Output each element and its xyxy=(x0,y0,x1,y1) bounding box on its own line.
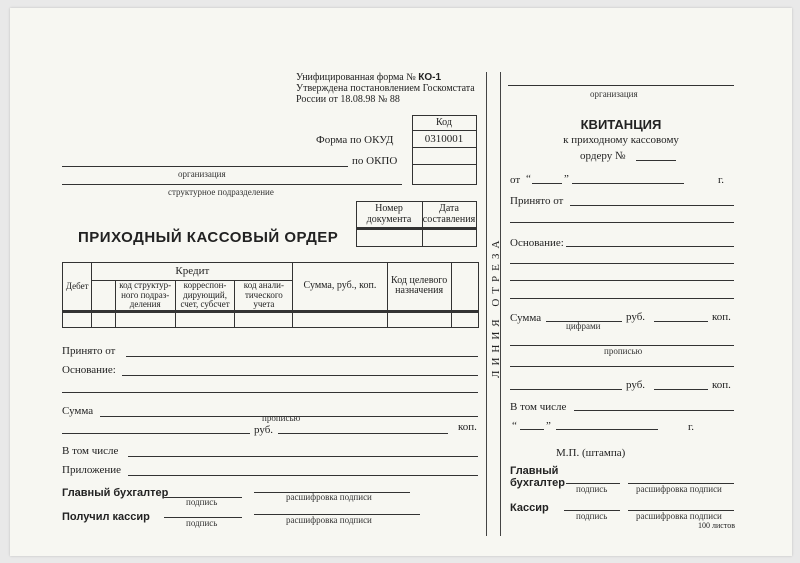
sum-rub-label: руб. xyxy=(254,424,274,436)
chief-signature-caption: подпись xyxy=(186,497,218,507)
receipt-order-no-line[interactable] xyxy=(636,160,676,161)
russia-date-line: России от 18.08.98 № 88 xyxy=(296,94,400,105)
receipt-including-label: В том числе xyxy=(510,401,567,413)
table-cell[interactable] xyxy=(115,311,175,327)
receipt-basis-line-1[interactable] xyxy=(566,246,734,247)
receipt-cashier-decoding-caption: расшифровка подписи xyxy=(636,511,722,521)
receipt-day-line-2[interactable] xyxy=(520,429,544,430)
receipt-organization-caption: организация xyxy=(590,89,638,99)
blank-header xyxy=(451,263,478,312)
basis-line-2[interactable] xyxy=(62,392,478,393)
receipt-received-line-1[interactable] xyxy=(570,205,734,206)
table-cell[interactable] xyxy=(175,311,235,327)
received-from-line[interactable] xyxy=(126,356,478,357)
chief-decoding-caption: расшифровка подписи xyxy=(286,492,372,502)
receipt-month-line-2[interactable] xyxy=(556,429,658,430)
cashier-received-label: Получил кассир xyxy=(62,511,150,523)
doc-number-header: Номер документа xyxy=(366,203,412,225)
sum-in-words-caption: прописью xyxy=(262,413,301,423)
receipt-organization-line[interactable] xyxy=(508,85,734,86)
receipt-received-line-2[interactable] xyxy=(510,222,734,223)
sum-rub-line[interactable] xyxy=(62,433,250,434)
receipt-accountant-label: бухгалтер xyxy=(510,477,565,489)
receipt-rub-line[interactable] xyxy=(510,389,622,390)
receipt-sheets-count: 100 листов xyxy=(698,521,735,530)
form-code: КО-1 xyxy=(418,72,442,83)
receipt-order-no-label: ордеру № xyxy=(580,150,626,162)
receipt-sum-label: Сумма xyxy=(510,312,542,324)
attachment-line[interactable] xyxy=(128,475,478,476)
organization-line xyxy=(62,166,348,167)
code-box-divider-1 xyxy=(412,130,476,131)
receipt-sum-kop-label: коп. xyxy=(712,311,731,323)
okud-value: 0310001 xyxy=(424,133,464,145)
structural-unit-line xyxy=(62,184,402,185)
receipt-quote-open: “ xyxy=(526,173,531,185)
organization-caption: организация xyxy=(178,169,226,179)
receipt-basis-line-4[interactable] xyxy=(510,298,734,299)
code-box-divider-2 xyxy=(412,147,476,148)
receipt-including-line-1[interactable] xyxy=(574,410,734,411)
okpo-label: по ОКПО xyxy=(352,155,398,167)
blank-subheader xyxy=(92,281,115,312)
unified-form-label: Унифицированная форма № xyxy=(296,72,416,83)
receipt-in-words-caption: прописью xyxy=(604,346,643,356)
cashier-decoding-caption: расшифровка подписи xyxy=(286,515,372,525)
page-title: ПРИХОДНЫЙ КАССОВЫЙ ОРДЕР xyxy=(78,229,339,246)
table-cell[interactable] xyxy=(92,311,115,327)
receipt-cashier-label: Кассир xyxy=(510,502,549,514)
doc-box-mid-line xyxy=(356,227,476,230)
struct-code-header: код структур-ного подраз-деления xyxy=(115,281,175,312)
sum-label: Сумма xyxy=(62,405,94,417)
including-label: В том числе xyxy=(62,445,119,457)
analytic-code-header: код анали-тического учета xyxy=(235,281,293,312)
receipt-basis-line-3[interactable] xyxy=(510,280,734,281)
credit-header: Кредит xyxy=(92,263,293,281)
doc-date-header: Дата составления xyxy=(422,203,476,225)
basis-label: Основание: xyxy=(62,364,116,376)
receipt-quote-close-2: ” xyxy=(546,420,551,432)
receipt-sum-kop-line[interactable] xyxy=(654,321,708,322)
sum-kop-label: коп. xyxy=(458,421,477,433)
table-cell[interactable] xyxy=(451,311,478,327)
cut-line-left xyxy=(486,72,487,536)
corr-account-header: корреспон-дирующий, счет, субсчет xyxy=(175,281,235,312)
receipt-chief-label: Главный xyxy=(510,465,559,477)
okud-label: Форма по ОКУД xyxy=(316,134,394,146)
receipt-chief-decoding-caption: расшифровка подписи xyxy=(636,484,722,494)
code-header: Код xyxy=(436,117,452,128)
table-cell[interactable] xyxy=(387,311,451,327)
chief-accountant-label: Главный бухгалтер xyxy=(62,487,169,499)
receipt-year-label-2: г. xyxy=(688,421,695,433)
basis-line-1[interactable] xyxy=(122,375,478,376)
receipt-basis-line-2[interactable] xyxy=(510,263,734,264)
cashier-signature-caption: подпись xyxy=(186,518,218,528)
structural-unit-caption: структурное подразделение xyxy=(168,187,274,197)
unified-form-line xyxy=(296,73,441,83)
attachment-label: Приложение xyxy=(62,464,122,476)
receipt-sum-rub-label: руб. xyxy=(626,311,646,323)
receipt-day-line[interactable] xyxy=(532,183,562,184)
purpose-code-header: Код целевого назначения xyxy=(387,263,451,312)
receipt-basis-label: Основание: xyxy=(510,237,564,249)
receipt-received-from-label: Принято от xyxy=(510,195,564,207)
receipt-title: КВИТАНЦИЯ xyxy=(580,117,662,132)
received-from-label: Принято от xyxy=(62,345,116,357)
receipt-quote-open-2: “ xyxy=(512,420,517,432)
debit-header: Дебет xyxy=(63,263,92,312)
approved-line: Утверждена постановлением Госкомстата xyxy=(296,83,475,94)
table-cell[interactable] xyxy=(235,311,293,327)
table-cell[interactable] xyxy=(63,311,92,327)
amount-header: Сумма, руб., коп. xyxy=(293,263,387,312)
receipt-from-label: от xyxy=(510,174,521,186)
receipt-year-label: г. xyxy=(718,174,725,186)
sum-kop-line[interactable] xyxy=(278,433,448,434)
receipt-digits-caption: цифрами xyxy=(566,321,601,331)
receipt-quote-close: ” xyxy=(564,173,569,185)
receipt-subtitle: к приходному кассовому xyxy=(563,134,679,146)
receipt-kop-label: коп. xyxy=(712,379,731,391)
receipt-in-words-line-2[interactable] xyxy=(510,366,734,367)
receipt-month-line[interactable] xyxy=(572,183,684,184)
receipt-rub-label: руб. xyxy=(626,379,646,391)
table-cell[interactable] xyxy=(293,311,387,327)
receipt-kop-line[interactable] xyxy=(654,389,708,390)
accounting-table xyxy=(62,262,479,328)
including-line[interactable] xyxy=(128,456,478,457)
receipt-chief-signature-caption: подпись xyxy=(576,484,608,494)
code-box-divider-3 xyxy=(412,164,476,165)
cut-line-label: ЛИНИЯ ОТРЕЗА xyxy=(490,235,502,378)
receipt-cashier-signature-caption: подпись xyxy=(576,511,608,521)
receipt-stamp-label: М.П. (штампа) xyxy=(556,447,626,459)
